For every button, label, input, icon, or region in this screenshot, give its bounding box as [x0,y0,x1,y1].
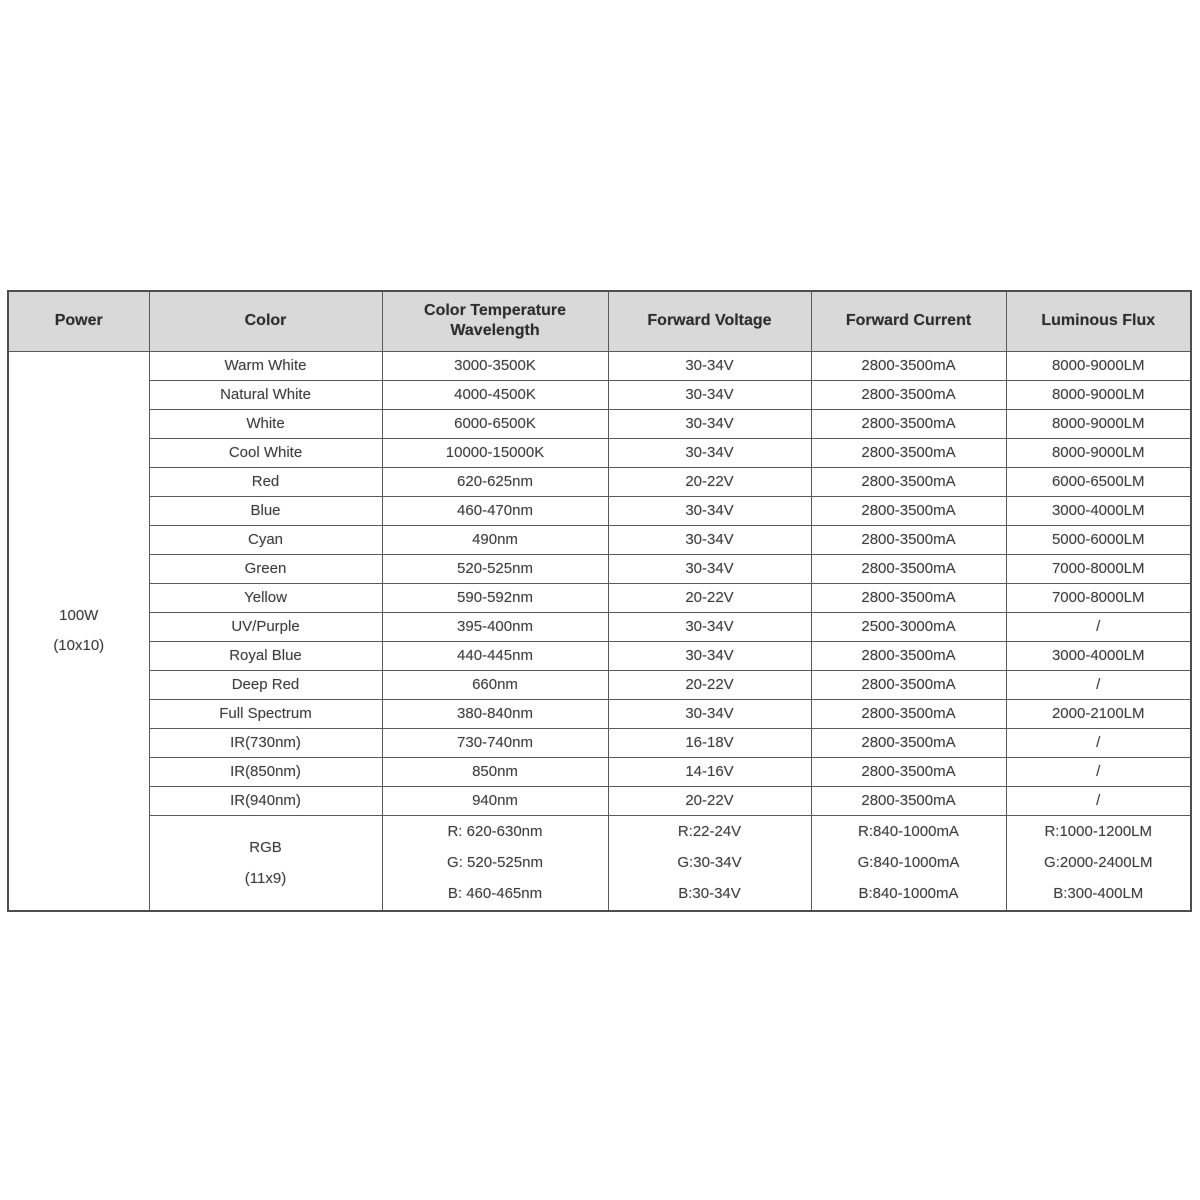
cell-current: 2800-3500mA [811,525,1006,554]
cell-voltage: 30-34V [608,409,811,438]
cell-wavelength: 10000-15000K [382,438,608,467]
table-row [8,612,1191,641]
cell-wavelength: 380-840nm [382,699,608,728]
cell-current: 2800-3500mA [811,380,1006,409]
header-row [8,291,1191,351]
cell-voltage: 20-22V [608,786,811,815]
rgb-label: RGB [249,838,282,856]
table-row [8,728,1191,757]
cell-color: IR(940nm) [149,786,382,815]
cell-color: Natural White [149,380,382,409]
cell-wavelength: 850nm [382,757,608,786]
cell-color [149,815,382,911]
table-row [8,786,1191,815]
cell-wavelength: R: 620-630nm G: 520-525nm B: 460-465nm [382,815,608,911]
cell-wavelength: 620-625nm [382,467,608,496]
cell-flux: / [1006,757,1191,786]
cell-wavelength: 395-400nm [382,612,608,641]
header-power: Power [8,291,149,351]
cell-wavelength: 730-740nm [382,728,608,757]
table-row [8,554,1191,583]
cell-wavelength: 4000-4500K [382,380,608,409]
cell-wavelength: 520-525nm [382,554,608,583]
cell-voltage: 20-22V [608,467,811,496]
cell-current: 2800-3500mA [811,554,1006,583]
cell-color: Royal Blue [149,641,382,670]
cell-voltage: 30-34V [608,641,811,670]
cell-wavelength: 440-445nm [382,641,608,670]
cell-flux: 8000-9000LM [1006,409,1191,438]
cell-current: R:840-1000mA G:840-1000mA B:840-1000mA [811,815,1006,911]
cell-wavelength: 660nm [382,670,608,699]
cell-voltage: 30-34V [608,612,811,641]
cell-voltage: R:22-24V G:30-34V B:30-34V [608,815,811,911]
cell-voltage: 30-34V [608,699,811,728]
table-row [8,583,1191,612]
cell-flux: / [1006,786,1191,815]
cell-voltage: 16-18V [608,728,811,757]
table-row [8,757,1191,786]
header-current: Forward Current [811,291,1006,351]
cell-flux: R:1000-1200LM G:2000-2400LM B:300-400LM [1006,815,1191,911]
led-spec-table [7,290,1192,912]
cell-flux: / [1006,612,1191,641]
cell-color: IR(730nm) [149,728,382,757]
cell-color: Warm White [149,351,382,380]
cell-color: IR(850nm) [149,757,382,786]
cell-flux: 2000-2100LM [1006,699,1191,728]
cell-wavelength: 590-592nm [382,583,608,612]
cell-color: Blue [149,496,382,525]
cell-flux: 7000-8000LM [1006,554,1191,583]
rgb-config: (11x9) [244,869,287,887]
header-color: Color [149,291,382,351]
cell-voltage: 20-22V [608,583,811,612]
table-row [8,380,1191,409]
cell-color: Cyan [149,525,382,554]
cell-current: 2800-3500mA [811,786,1006,815]
cell-current: 2500-3000mA [811,612,1006,641]
cell-wavelength: 460-470nm [382,496,608,525]
cell-flux: 8000-9000LM [1006,438,1191,467]
cell-voltage: 30-34V [608,496,811,525]
cell-color: Full Spectrum [149,699,382,728]
cell-voltage: 30-34V [608,554,811,583]
table-row [8,438,1191,467]
cell-voltage: 20-22V [608,670,811,699]
cell-current: 2800-3500mA [811,351,1006,380]
cell-wavelength: 3000-3500K [382,351,608,380]
table-row [8,525,1191,554]
cell-color: UV/Purple [149,612,382,641]
header-flux: Luminous Flux [1006,291,1191,351]
table-row [8,641,1191,670]
cell-current: 2800-3500mA [811,409,1006,438]
cell-voltage: 14-16V [608,757,811,786]
cell-flux: 3000-4000LM [1006,496,1191,525]
table-row [8,699,1191,728]
power-cell [8,351,149,911]
cell-current: 2800-3500mA [811,699,1006,728]
cell-color: Deep Red [149,670,382,699]
table-row [8,496,1191,525]
cell-color: White [149,409,382,438]
cell-flux: / [1006,728,1191,757]
cell-voltage: 30-34V [608,351,811,380]
cell-current: 2800-3500mA [811,496,1006,525]
table-row [8,409,1191,438]
cell-wavelength: 6000-6500K [382,409,608,438]
cell-wavelength: 490nm [382,525,608,554]
cell-current: 2800-3500mA [811,641,1006,670]
cell-flux: 7000-8000LM [1006,583,1191,612]
cell-flux: 3000-4000LM [1006,641,1191,670]
cell-current: 2800-3500mA [811,728,1006,757]
cell-flux: / [1006,670,1191,699]
cell-voltage: 30-34V [608,438,811,467]
table-row-rgb [8,815,1191,911]
cell-wavelength: 940nm [382,786,608,815]
table-row [8,467,1191,496]
header-voltage: Forward Voltage [608,291,811,351]
header-wavelength: Color Temperature Wavelength [382,291,608,351]
cell-flux: 6000-6500LM [1006,467,1191,496]
cell-voltage: 30-34V [608,380,811,409]
table-row [8,351,1191,380]
power-value: 100W [59,606,99,624]
cell-color: Red [149,467,382,496]
cell-current: 2800-3500mA [811,757,1006,786]
cell-current: 2800-3500mA [811,438,1006,467]
power-config: (10x10) [53,636,105,654]
cell-color: Yellow [149,583,382,612]
cell-flux: 5000-6000LM [1006,525,1191,554]
cell-current: 2800-3500mA [811,583,1006,612]
cell-voltage: 30-34V [608,525,811,554]
cell-color: Green [149,554,382,583]
cell-flux: 8000-9000LM [1006,351,1191,380]
cell-flux: 8000-9000LM [1006,380,1191,409]
cell-color: Cool White [149,438,382,467]
table-row [8,670,1191,699]
cell-current: 2800-3500mA [811,467,1006,496]
cell-current: 2800-3500mA [811,670,1006,699]
